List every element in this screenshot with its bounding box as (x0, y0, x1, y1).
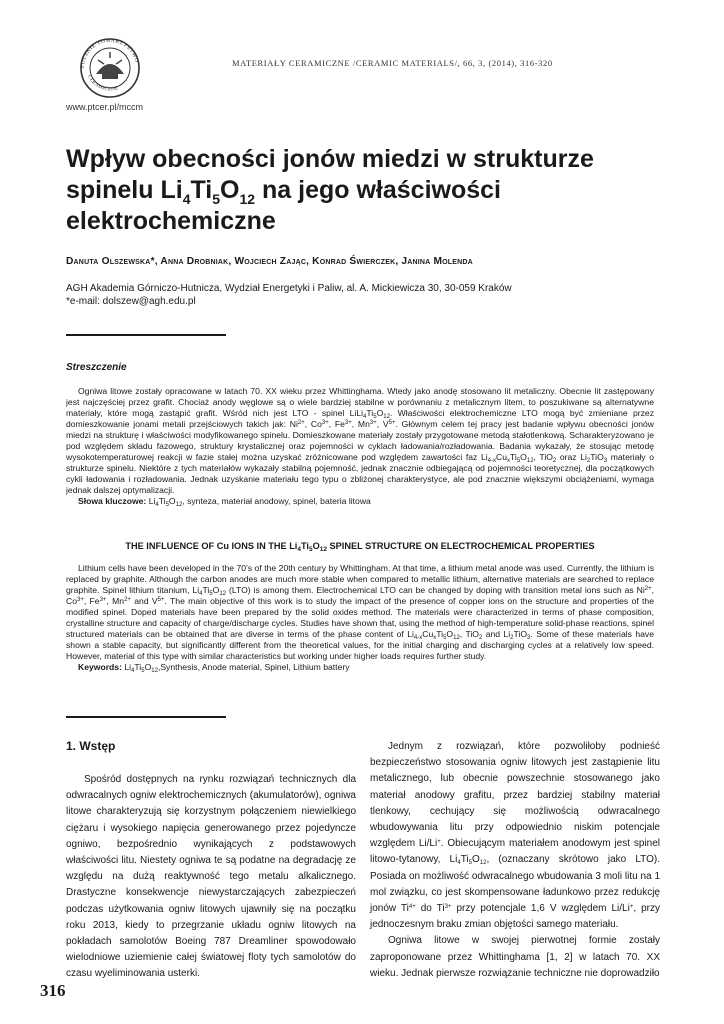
body-column-right: Jednym z rozwiązań, które pozwoliłoby podnieść bezpieczeństwo stosowania ogniw litowych jest zastąpienie litu metalicznego, lub obecnie powszechnie stosowanego jako materiał anodowy grafitu, przez bardziej stabilny materiał tlenkowy, cechujący się możliwością odwracalnego wbudowywania litu przy odpowiednio niskim potencjale względem Li/Li+. Obiecującym materiałem anodowym jest spinel litowo-tytanowy, $Li_4Ti_5O_{12}$, (oznaczany skrótowo jako LTO). Posiada on możliwość odwracalnego wbudowania 3 moli litu na 1 mol związku, co jest skompensowane ładunkowo przez redukcję jonów $Ti^{4+}$ do $Ti^{3+}$ przy potencjale 1,6 V względem Li/Li+, przy jednoczesnym braku zmian objętości samego materiału. Ogniwa litowe w swojej pierwotnej formie zostały zaproponowane przez Whittinghama [1, 2] w latach 70. XX wieku. Jednak pierwsze rozwiązanie techniczne nie doprowadziło (370, 741, 661, 979)
journal-website[interactable]: www.ptcer.pl/mccm (66, 102, 144, 112)
keywords-pl: Słowa kluczowe: $Li_4Ti_5O_{12}$, synteza, materiał anodowy, spinel, bateria litowa (78, 496, 371, 508)
svg-text:CERAMICZNE: CERAMICZNE (86, 74, 120, 93)
abstract-en: Lithium cells have been developed in the 70's of the 20th century by Whittingham. At that time, a lithium metal anode was used. Currently, the lithium is replaced by graphite. Although the carbon anodes are much more stable when compared to metallic lithium, alternative materials are searched to replace graphite. Spinel lithium titanium, $Li_4Ti_5O_{12}$ (LTO) is among them. Electrochemical LTO can be changed by doping with transition metal ions such as $Ni^{2+}$, $Co^{3+}$, $Fe^{3+}$, $Mn^{2+}$ and $V^{5+}$. The main objective of this work is to study the impact of the presence of copper ions on the structure and properties of the modified spinel. Doped materials have been prepared by the solid oxides method. The materials were characterized in terms of phase composition, crystalline structure and capacity of charge/discharge cycles. Studies have shown that, using the method of high-temperature solid-phase reactions, spinel structured materials can be obtained that are diverse in terms of the phase content of $Li_{4-x}Cu_xTi_5O_{12}$, TiO$_2$ and $Li_2TiO_3$. Some of these materials have shown a stable capacity, but significantly different from the theoretical values, for the initial charging and discharging cycles at a relatively low speed. However, material of this type with similar characteristics but working under higher loads requires further study. Keywords: $Li_4Ti_5O_{12},Synthesis$, Anode material, Spinel, Lithium battery (66, 563, 655, 674)
corresponding-email[interactable]: *e-mail: dolszew@agh.edu.pl (66, 296, 196, 307)
body-column-left: Spośród dostępnych na rynku rozwiązań technicznych dla odwracalnych ogniw elektrochemicznych (akumulatorów), ogniwa litowe charakteryzują się korzystnym połączeniem niewielkiego ciężaru i wysokiego napięcia generowanego przez pojedyncze ogniwo, bezpośrednio wynikających z podstawowych właściwości litu. Niestety ogniwa te są podatne na degradację ze względu na dużą reaktywność tego metalu alkalicznego. Drastyczne konsekwencje niewystarczających zabezpieczeń podczas użytkowania ogniw litowych ujawniły się na początku roku 2013, kiedy to przegrzanie układu ogniw litowych na pokładach samolotów Boeing 787 Dreamliner spowodowało wielodniowe uziemienie całej światowej floty tych samolotów do czasu wyeliminowania usterki. (66, 774, 356, 980)
abstract-heading: Streszczenie (66, 362, 127, 373)
english-title: THE INFLUENCE OF Cu IONS IN THE $Li_4Ti_5O_{12}$ SPINEL STRUCTURE ON ELECTROCHEMICAL PROPERTIES (125, 541, 595, 553)
abstract-pl: Ogniwa litowe zostały opracowane w latach 70. XX wieku przez Whittinghama. Wtedy jako anodę stosowano lit metaliczny. Obecnie lit zastępowany jest najczęściej przez grafit. Chociaż anody węglowe są o wiele bardziej stabilne w porównaniu z metalicznym litem, to poszukiwane są alternatywne materiały, które mogą zastąpić grafit. Wśród nich jest LTO - spinel $LiLi_4Ti_5O_{12}$. Właściwości elektrochemiczne LTO mogą być zmieniane przez domieszkowanie jonami metali przejściowych takich jak: $Ni^{2+}$, $Co^{3+}$, $Fe^{3+}$, $Mn^{3+}$, $V^{5+}$. Głównym celem tej pracy jest badanie wpływu obecności jonów miedzi na strukturę i właściwości modyfikowanego spinelu. Domieszkowane materiały zostały przygotowane metodą stałotlenkową. Scharakteryzowano je pod względem składu fazowego, struktury krystalicznej oraz pojemności w cyklach ładowania/rozładowania. Badania wykazały, że stosując metodę wysokotemperaturowej reakcji w fazie stałej można uzyskać zróżnicowane pod względem zawartości faz $Li_{4-x}Cu_xTi_5O_{12}$, TiO$_2$ oraz $Li_2TiO_3$ materiały o strukturze spinelu. Niektóre z tych materiałów wykazały stabilną pojemność, jednak znacznie odbiegającą od pojemności teoretycznej, dla początkowych cykli ładowania i rozładowania. Jednak uzyskanie materiału tego typu o zbliżonej charakterystyce, ale pod znacznie większymi obciążeniami, wymaga jednak dalszej optymalizacji. Słowa kluczowe: $Li_4Ti_5O_{12}$, synteza, materiał anodowy, spinel, bateria litowa (66, 386, 654, 508)
keywords-en: Keywords: $Li_4Ti_5O_{12},Synthesis$, Anode material, Spinel, Lithium battery (78, 662, 350, 674)
society-logo (64, 36, 156, 100)
logo-lettering: POLSKIE TOWARZYSTWO (79, 37, 140, 69)
authors: Danuta Olszewska*, Anna Drobniak, Wojciech Zając, Konrad Świerczek, Janina Molenda (66, 256, 473, 267)
page-number: 316 (40, 981, 66, 1000)
divider (66, 716, 226, 718)
article-title: Wpływ obecności jonów miedzi w strukturze spinelu $Li_4Ti_5O_{12}$ na jego właściwości elektrochemiczne (66, 145, 594, 235)
section-heading: 1. Wstęp (66, 739, 116, 753)
affiliation: AGH Akademia Górniczo-Hutnicza, Wydział Energetyki i Paliw, al. A. Mickiewicza 30, 30-059 Kraków *e-mail: dolszew@agh.edu.pl (66, 282, 666, 308)
divider (66, 334, 226, 336)
journal-reference: MATERIAŁY CERAMICZNE /CERAMIC MATERIALS/, 66, 3, (2014), 316-320 (232, 58, 553, 68)
